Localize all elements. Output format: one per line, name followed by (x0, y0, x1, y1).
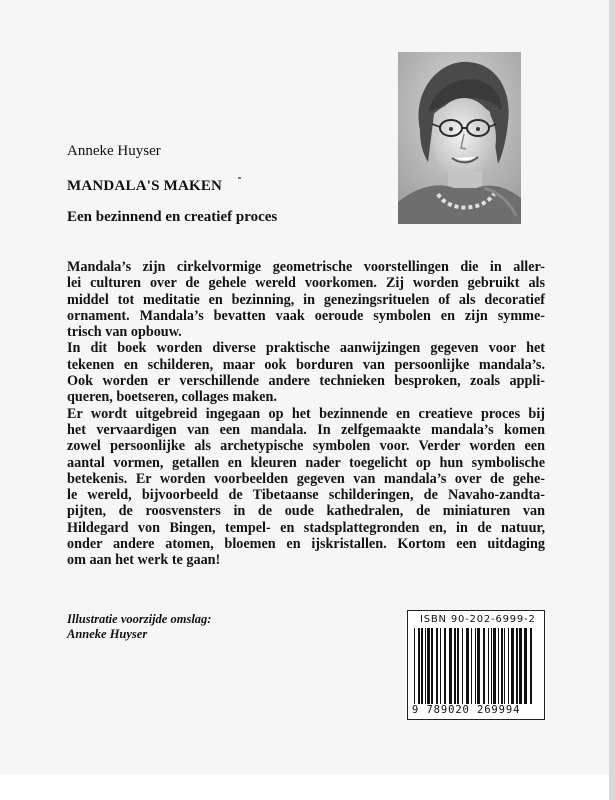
print-speck (238, 177, 241, 179)
credit-name: Anneke Huyser (67, 627, 148, 641)
blurb-line: zowel persoonlijke als archetypische symbolen voor. Verder worden een (67, 438, 545, 455)
blurb-line: trisch van opbouw. (67, 324, 182, 341)
isbn-barcode-block (407, 610, 545, 720)
isbn-label: ISBN 90-202-6999-2 (420, 614, 536, 625)
blurb-line: ornament. Mandala’s bevatten vaak oeroude symbolen en zijn symme- (67, 307, 545, 324)
blurb-line: Hildegard von Bingen, tempel- en stadsplattegronden en, in de natuur, (67, 519, 545, 536)
blurb-line: aantal vormen, getallen en kleuren nader toegelicht op hun symbolische (67, 454, 545, 471)
barcode-icon (414, 628, 538, 704)
blurb-line: lei culturen over de gehele wereld voorkomen. Zij worden gebruikt als (67, 275, 545, 292)
cover-illustration-credit (67, 612, 211, 642)
author-name: Anneke Huyser (67, 143, 161, 159)
ean-number: 9 789020 269994 (412, 704, 521, 716)
blurb-line: onder andere atomen, bloemen en ijskristallen. Kortom een uitdaging (67, 536, 545, 553)
blurb-line: betekenis. Er worden voorbeelden gegeven van mandala’s over de gehe- (67, 470, 545, 487)
book-subtitle: Een bezinnend en creatief proces (67, 209, 278, 225)
scan-margin (0, 774, 609, 800)
blurb-line: tekenen en schilderen, maar ook borduren van persoonlijke mandala’s. (67, 356, 545, 373)
blurb-line: le wereld, bijvoorbeeld de Tibetaanse schilderingen, de Navaho-zandta- (67, 487, 545, 504)
blurb-line: om aan het werk te gaan! (67, 552, 221, 569)
blurb-line: Mandala’s zijn cirkelvormige geometrische voorstellingen die in aller- (67, 259, 545, 275)
blurb-line: pijten, de roosvensters in de oude kathedralen, de miniaturen van (67, 503, 545, 520)
author-portrait-photo (398, 52, 521, 224)
blurb-line: het vervaardigen van een mandala. In zelfgemaakte mandala’s komen (67, 421, 545, 438)
blurb-line: In dit boek worden diverse praktische aanwijzingen gegeven voor het (67, 340, 545, 357)
blurb-line: queren, boetseren, collages maken. (67, 389, 277, 406)
blurb-text (67, 259, 545, 569)
book-title: MANDALA'S MAKEN (67, 178, 223, 194)
blurb-line: middel tot meditatie en bezinning, in genezingsrituelen of als decoratief (67, 291, 545, 308)
credit-label: Illustratie voorzijde omslag: (67, 612, 212, 626)
blurb-line: Ook worden er verschillende andere technieken besproken, zoals appli- (67, 373, 545, 390)
blurb-line: Er wordt uitgebreid ingegaan op het bezinnende en creatieve proces bij (67, 405, 545, 422)
portrait-image (398, 52, 521, 224)
